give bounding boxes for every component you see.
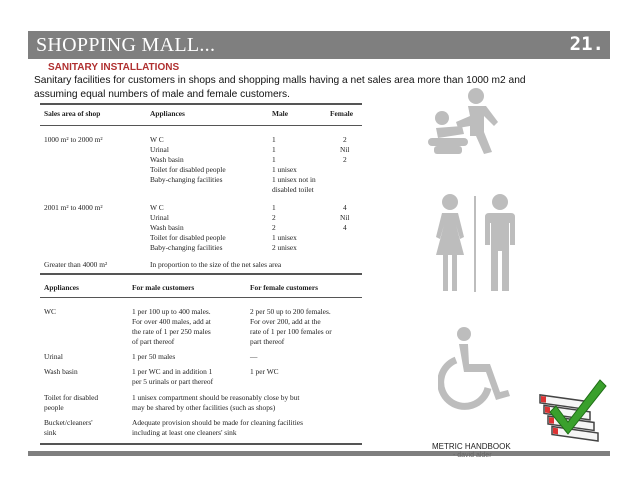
table-cell: 2 unisex (272, 243, 297, 252)
table-cell: W C (150, 203, 164, 212)
table-cell: Urinal (44, 352, 63, 361)
baby-changing-icon (428, 86, 520, 166)
table-cell: rate of 1 per 100 females or (250, 327, 332, 336)
table-cell: 1 (272, 145, 276, 154)
page-number: 21. (569, 33, 604, 55)
table-rule (40, 273, 362, 275)
wheelchair-icon (438, 326, 518, 416)
table-cell: 1 unisex (272, 233, 297, 242)
table-cell: 1 per WC (250, 367, 279, 376)
table-cell: sink (44, 428, 57, 437)
table-cell: 1 per WC and in addition 1 (132, 367, 213, 376)
table-cell: 1 per 50 males (132, 352, 176, 361)
table-cell: Urinal (150, 145, 169, 154)
table-cell: Toilet for disabled (44, 393, 99, 402)
table-cell: 1 (272, 155, 276, 164)
table-cell: Wash basin (150, 155, 184, 164)
col-header-appliances-2: Appliances (44, 283, 79, 292)
table-cell: 1 unisex (272, 165, 297, 174)
table-cell: 4 (343, 223, 347, 232)
section-subtitle: SANITARY INSTALLATIONS (48, 62, 180, 73)
col-header-male: Male (272, 109, 289, 118)
table-cell: Urinal (150, 213, 169, 222)
col-header-area: Sales area of shop (44, 109, 101, 118)
credit-author: - david alder (453, 452, 492, 459)
table-cell: 2 (343, 155, 347, 164)
table-cell: 1 per 100 up to 400 males. (132, 307, 211, 316)
slide-title: SHOPPING MALL... (36, 34, 216, 56)
table-cell: may be shared by other facilities (such as shops) (132, 403, 276, 412)
table-cell: In proportion to the size of the net sales area (150, 260, 282, 269)
col-header-female: Female (330, 109, 353, 118)
table-cell: 2 (343, 135, 347, 144)
checklist-icon (534, 376, 614, 448)
table-cell: — (250, 352, 258, 361)
table-cell: Bucket/cleaners' (44, 418, 93, 427)
table-rule (40, 103, 362, 105)
restroom-divider (474, 196, 476, 292)
area-label: 2001 m² to 4000 m² (44, 203, 103, 212)
table-cell: Baby-changing facilities (150, 175, 223, 184)
table-cell: including at least one cleaners' sink (132, 428, 237, 437)
table-cell: For over 400 males, add at (132, 317, 211, 326)
male-icon (480, 193, 520, 293)
table-rule (40, 443, 362, 445)
area-label: 1000 m² to 2000 m² (44, 135, 103, 144)
intro-paragraph: Sanitary facilities for customers in shops and shopping malls having a net sales area more than 1000 m2 and assuming equal numbers of male and female customers. (34, 75, 526, 100)
female-icon (430, 193, 470, 293)
table-cell: Wash basin (150, 223, 184, 232)
table-cell: Wash basin (44, 367, 78, 376)
table-cell: Toilet for disabled people (150, 233, 226, 242)
col-header-female-customers: For female customers (250, 283, 318, 292)
credit-source: METRIC HANDBOOK (432, 442, 511, 451)
table-cell: 2 (272, 213, 276, 222)
table-rule (40, 297, 362, 298)
table-cell: Baby-changing facilities (150, 243, 223, 252)
table-cell: WC (44, 307, 56, 316)
table-cell: 2 per 50 up to 200 females. (250, 307, 331, 316)
footer-bar (28, 451, 610, 456)
table-cell: part thereof (250, 337, 285, 346)
table-cell: Adequate provision should be made for cleaning facilities (132, 418, 303, 427)
table-cell: of part thereof (132, 337, 175, 346)
table-cell: 1 unisex not in (272, 175, 316, 184)
table-cell: 4 (343, 203, 347, 212)
col-header-appliances: Appliances (150, 109, 185, 118)
header-bar (28, 31, 610, 59)
area-label: Greater than 4000 m² (44, 260, 108, 269)
table-cell: Nil (340, 213, 350, 222)
table-cell: 2 (272, 223, 276, 232)
table-cell: people (44, 403, 64, 412)
table-cell: 1 (272, 203, 276, 212)
table-cell: For over 200, add at the (250, 317, 321, 326)
table-cell: 1 (272, 135, 276, 144)
table-cell: Nil (340, 145, 350, 154)
table-cell: W C (150, 135, 164, 144)
table-cell: the rate of 1 per 250 males (132, 327, 211, 336)
table-cell: Toilet for disabled people (150, 165, 226, 174)
table-cell: disabled toilet (272, 185, 314, 194)
table-rule (40, 125, 362, 126)
table-cell: 1 unisex compartment should be reasonably close by but (132, 393, 300, 402)
col-header-male-customers: For male customers (132, 283, 195, 292)
table-cell: per 5 urinals or part thereof (132, 377, 214, 386)
